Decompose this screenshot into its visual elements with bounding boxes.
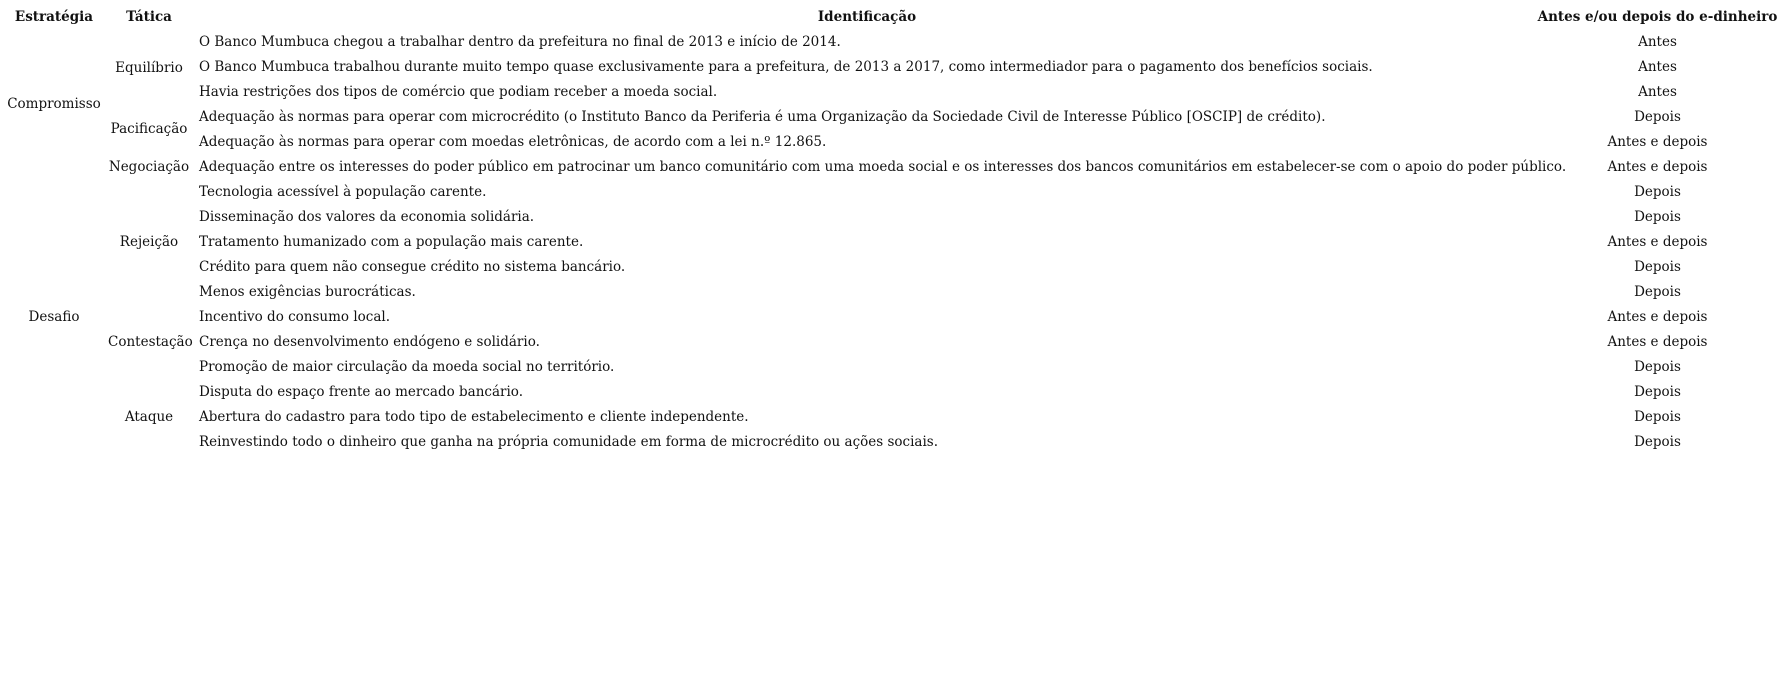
row-10-antes-depois: Depois [1634,259,1681,275]
row-11-antes-depois: Depois [1634,284,1681,300]
row-10-identificacao: Crédito para quem não consegue crédito no sistema bancário. [199,259,626,275]
strategy-desafio: Desafio [28,309,80,325]
row-2-antes-depois: Antes [1638,59,1677,75]
row-1-antes-depois: Antes [1638,34,1677,50]
tactic-ataque: Ataque [124,409,174,425]
tactic-negociacao: Negociação [108,159,190,175]
row-3-identificacao: Havia restrições dos tipos de comércio que podiam receber a moeda social. [199,84,718,100]
header-antes-depois: Antes e/ou depois do e-dinheiro [1537,9,1778,25]
row-15-identificacao: Disputa do espaço frente ao mercado bancário. [199,384,523,400]
row-1-identificacao: O Banco Mumbuca chegou a trabalhar dentro da prefeitura no final de 2013 e início de 2014. [199,34,841,50]
row-6-identificacao: Adequação entre os interesses do poder público em patrocinar um banco comunitário com uma moeda social e os interesses dos bancos comunitários em estabelecer-se com o apoio do poder público. [199,159,1567,175]
row-16-antes-depois: Depois [1634,409,1681,425]
row-9-identificacao: Tratamento humanizado com a população mais carente. [199,234,584,250]
header-tatica: Tática [126,9,172,25]
row-13-identificacao: Crença no desenvolvimento endógeno e solidário. [199,334,540,350]
row-3-antes-depois: Antes [1638,84,1677,100]
tactic-equilibrio: Equilíbrio [115,60,183,76]
row-6-antes-depois: Antes e depois [1607,159,1708,175]
tactic-contestacao: Contestação [108,334,193,350]
row-12-identificacao: Incentivo do consumo local. [199,309,391,325]
row-14-antes-depois: Depois [1634,359,1681,375]
row-17-identificacao: Reinvestindo todo o dinheiro que ganha na própria comunidade em forma de microcrédito ou ações sociais. [199,434,938,450]
row-8-identificacao: Disseminação dos valores da economia solidária. [199,209,535,225]
row-15-antes-depois: Depois [1634,384,1681,400]
row-11-identificacao: Menos exigências burocráticas. [199,284,416,300]
row-14-identificacao: Promoção de maior circulação da moeda social no território. [199,359,615,375]
row-7-antes-depois: Depois [1634,184,1681,200]
row-9-antes-depois: Antes e depois [1607,234,1708,250]
row-4-antes-depois: Depois [1634,109,1681,125]
row-4-identificacao: Adequação às normas para operar com microcrédito (o Instituto Banco da Periferia é uma Organização da Sociedade Civil de Interesse Público [OSCIP] de crédito). [199,109,1326,125]
strategy-compromisso: Compromisso [7,96,101,112]
row-7-identificacao: Tecnologia acessível à população carente. [199,184,487,200]
header-estrategia: Estratégia [14,9,94,25]
row-5-identificacao: Adequação às normas para operar com moedas eletrônicas, de acordo com a lei n.º 12.865. [199,134,827,150]
row-8-antes-depois: Depois [1634,209,1681,225]
row-5-antes-depois: Antes e depois [1607,134,1708,150]
header-identificacao: Identificação [817,9,917,25]
row-17-antes-depois: Depois [1634,434,1681,450]
row-16-identificacao: Abertura do cadastro para todo tipo de estabelecimento e cliente independente. [199,409,749,425]
row-12-antes-depois: Antes e depois [1607,309,1708,325]
tactic-pacificacao: Pacificação [110,121,188,137]
row-2-identificacao: O Banco Mumbuca trabalhou durante muito tempo quase exclusivamente para a prefeitura, de 2013 a 2017, como intermediador para o pagamento dos benefícios sociais. [199,59,1373,75]
row-13-antes-depois: Antes e depois [1607,334,1708,350]
tactic-rejeicao: Rejeição [119,234,179,250]
